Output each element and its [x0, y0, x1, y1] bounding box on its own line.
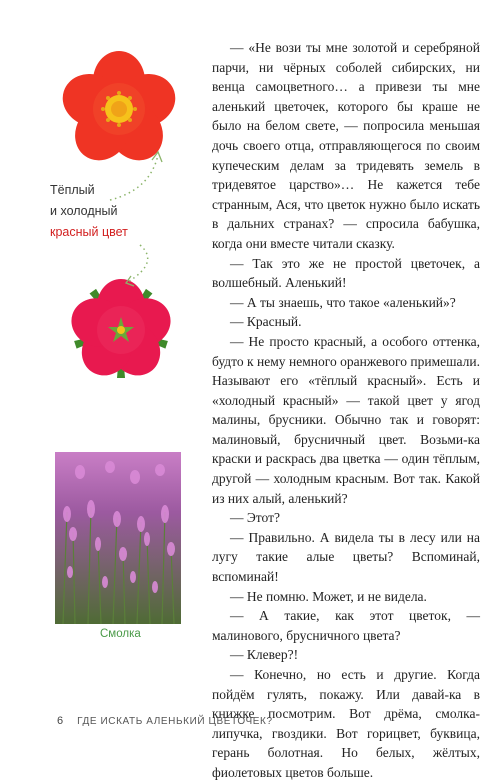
paragraph: — Не просто красный, а особого оттенка, будто к нему немного оранжевого примешали. Называют его «тёплый красный». Есть и «холодный красный» — такой цвет у ягод малины, брусники. Обычно так и говорят: малиновый, брусничный цвет. Возьми-ка краски и раскрась два цветка — один тёплым, другой — холодным красным. Вот так. Какой из них алый, аленький?	[212, 333, 480, 506]
dotted-arrows	[0, 0, 200, 300]
story-text	[212, 38, 480, 783]
paragraph: — Не помню. Может, и не видела.	[230, 588, 427, 604]
paragraph: — Клевер?!	[230, 647, 299, 663]
lavender-field-photo	[55, 452, 181, 624]
paragraph: — Правильно. А видела ты в лесу или на лугу такие алые цветы? Вспоминай, вспоминай!	[212, 529, 480, 585]
paragraph: — А такие, как этот цветок, — малинового, брусничного цвета?	[212, 608, 480, 643]
paragraph: — Этот?	[230, 510, 280, 526]
paragraph: — Красный.	[230, 314, 302, 330]
paragraph: — А ты знаешь, что такое «аленький»?	[230, 294, 456, 310]
photo-caption: Смолка	[100, 628, 141, 640]
running-title: ГДЕ ИСКАТЬ АЛЕНЬКИЙ ЦВЕТОЧЕК?	[77, 716, 273, 727]
color-caption	[50, 180, 160, 243]
paragraph: — Так это же не простой цветочек, а волшебный. Аленький!	[212, 255, 480, 291]
paragraph: — Конечно, но есть и другие. Когда пойдём гулять, покажу. Или давай-ка в книжке посмотрим. Вот дрёма, смолка-липучка, гвоздики. Вот горицвет, буквица, герань болотная. Но белых, жёлтых, фиолетовых цветов больше.	[212, 667, 480, 780]
caption-line-3: красный цвет	[50, 225, 128, 239]
paragraph: — «Не вози ты мне золотой и серебряной парчи, ни чёрных соболей сибирских, ни венца самоцветного… а привези ты мне аленький цветочек, которого бы краше не было на белом свете, — попросила меньшая дочь своего отца, отправляющегося по своим купеческим делам за тридевять земель в тридевятое царство»… Не кажется тебе странным, Ася, что цветок нужно было искать в дальних странах? — спросила бабушка, когда они вместе читали сказку.	[212, 40, 480, 251]
caption-line-2: и холодный	[50, 204, 118, 218]
caption-line-1: Тёплый	[50, 183, 95, 197]
page-footer	[57, 715, 273, 727]
page-number: 6	[57, 715, 64, 727]
